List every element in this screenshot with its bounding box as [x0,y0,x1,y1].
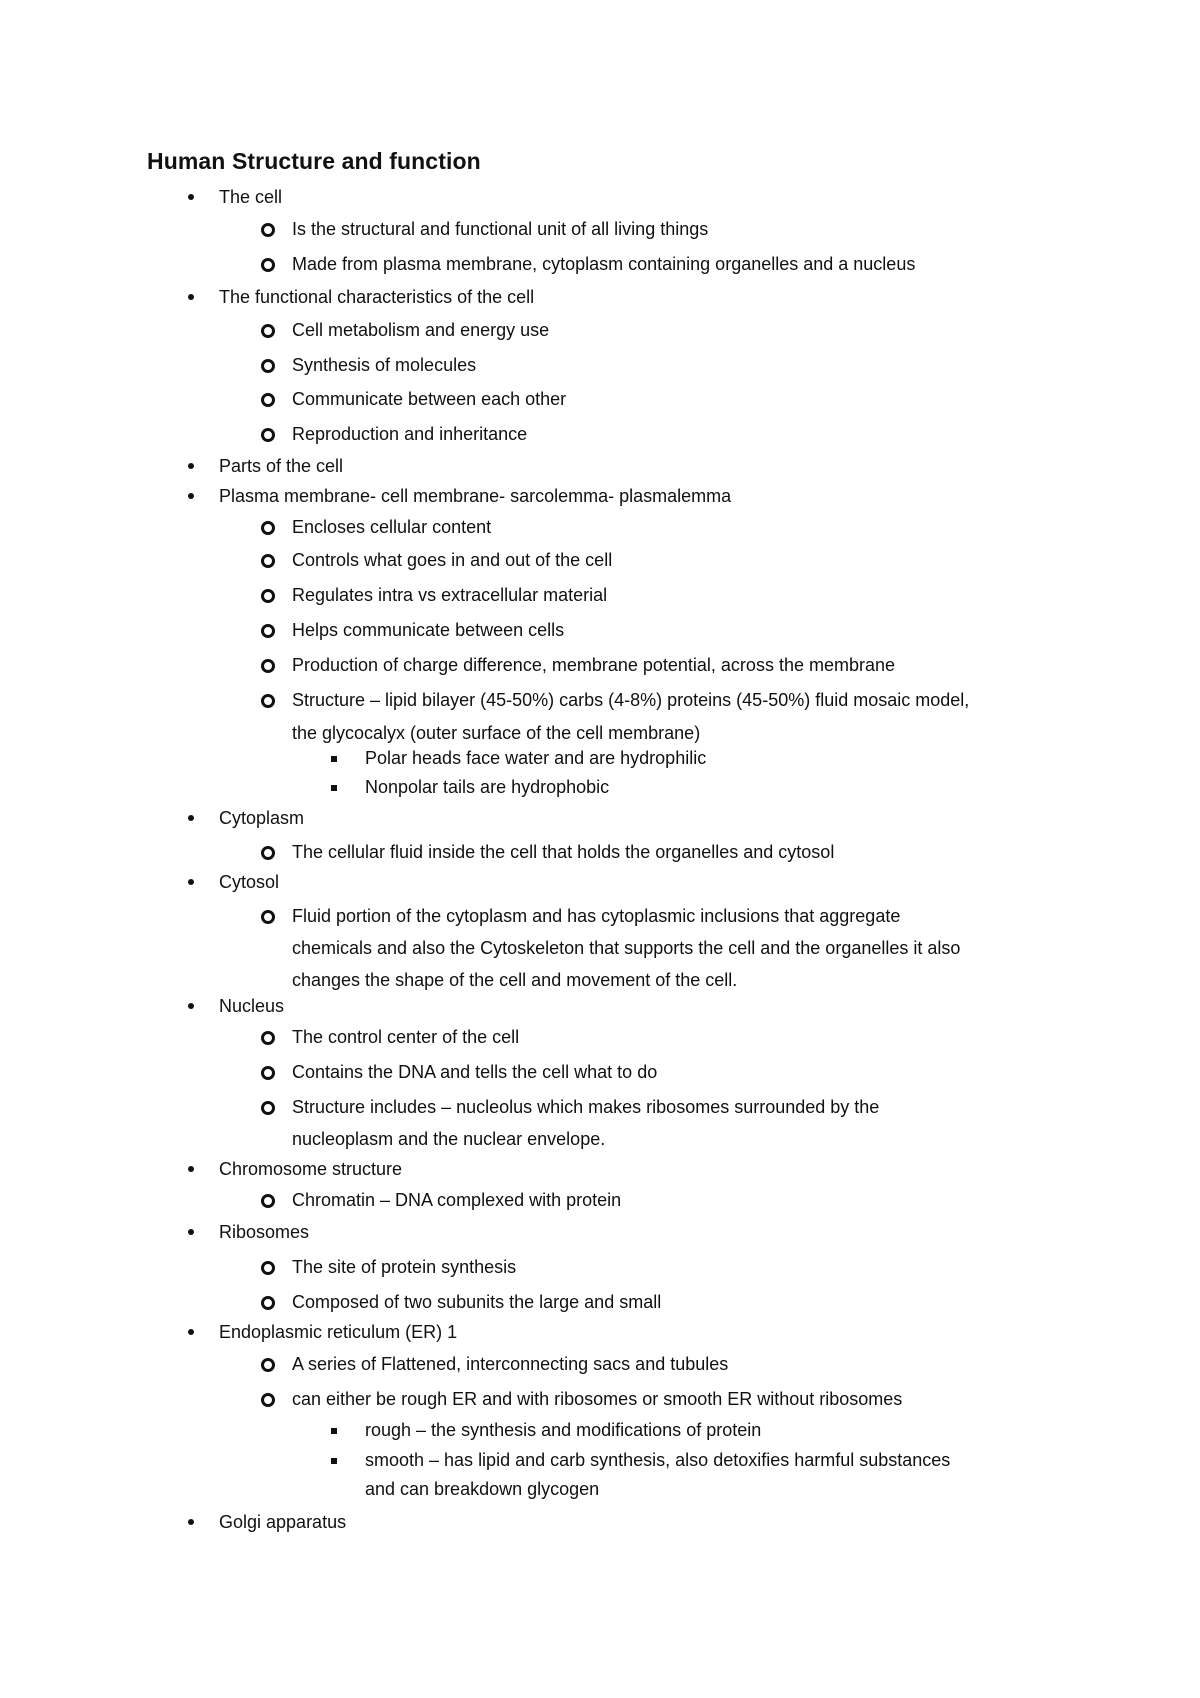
bullet-circle-icon [261,624,275,638]
list-item-text: Plasma membrane- cell membrane- sarcolemma- plasmalemma [219,486,732,506]
list-item [292,248,915,280]
list-item [219,281,534,313]
bullet-square-icon [331,756,337,762]
bullet-dot-icon [188,815,194,821]
list-item [219,1216,309,1248]
bullet-square-icon [331,785,337,791]
bullet-dot-icon [188,194,194,200]
bullet-circle-icon [261,1031,275,1045]
list-item [219,990,284,1022]
list-item-text: Chromatin – DNA complexed with protein [292,1190,622,1210]
list-item-text: Ribosomes [219,1222,310,1242]
list-item [292,1021,519,1053]
list-item-text: Golgi apparatus [219,1512,347,1532]
bullet-dot-icon [188,463,194,469]
list-item [292,1251,516,1283]
bullet-dot-icon [188,1519,194,1525]
list-item-text: Communicate between each other [292,389,567,409]
list-item-text: Contains the DNA and tells the cell what to do [292,1062,658,1082]
list-item [365,1446,950,1504]
list-item-text: Encloses cellular content [292,517,492,537]
list-item [292,684,969,750]
list-item [292,614,564,646]
list-item-text: The functional characteristics of the cell [219,287,535,307]
bullet-circle-icon [261,393,275,407]
bullet-circle-icon [261,846,275,860]
list-item [292,383,566,415]
list-item [219,802,304,834]
list-item-text: Controls what goes in and out of the cell [292,550,613,570]
list-item-text: The cell [219,187,283,207]
list-item-text: Structure – lipid bilayer (45-50%) carbs (4-8%) proteins (45-50%) fluid mosaic model, [292,690,970,710]
list-item [292,836,834,868]
list-item-text: A series of Flattened, interconnecting sacs and tubules [292,1354,729,1374]
list-item-text: Parts of the cell [219,456,344,476]
list-item-text: Endoplasmic reticulum (ER) 1 [219,1322,458,1342]
bullet-circle-icon [261,223,275,237]
list-item-text: Polar heads face water and are hydrophilic [365,748,707,768]
list-item-text: Fluid portion of the cytoplasm and has cytoplasmic inclusions that aggregate [292,906,901,926]
bullet-circle-icon [261,659,275,673]
bullet-circle-icon [261,1393,275,1407]
list-item-text: Structure includes – nucleolus which makes ribosomes surrounded by the [292,1097,880,1117]
list-item-text: Production of charge difference, membrane potential, across the membrane [292,655,895,675]
list-item [219,480,731,512]
list-item [219,1316,457,1348]
bullet-circle-icon [261,521,275,535]
list-item [292,1091,879,1155]
list-item [219,1506,346,1538]
bullet-circle-icon [261,589,275,603]
bullet-circle-icon [261,1261,275,1275]
list-item [292,314,549,346]
bullet-circle-icon [261,554,275,568]
list-item [292,213,708,245]
bullet-circle-icon [261,1296,275,1310]
list-item [219,1153,402,1185]
list-item-text: changes the shape of the cell and movement of the cell. [292,970,738,990]
list-item [219,450,343,482]
list-item-text: rough – the synthesis and modifications of protein [365,1420,762,1440]
list-item-text: Cytoplasm [219,808,305,828]
list-item-text: smooth – has lipid and carb synthesis, also detoxifies harmful substances [365,1450,951,1470]
bullet-dot-icon [188,493,194,499]
list-item-text: Made from plasma membrane, cytoplasm containing organelles and a nucleus [292,254,916,274]
list-item-text: can either be rough ER and with ribosomes or smooth ER without ribosomes [292,1389,903,1409]
list-item-text: The cellular fluid inside the cell that holds the organelles and cytosol [292,842,835,862]
bullet-circle-icon [261,324,275,338]
list-item-text: Reproduction and inheritance [292,424,528,444]
list-item-text: chemicals and also the Cytoskeleton that supports the cell and the organelles it also [292,938,961,958]
list-item-text: The control center of the cell [292,1027,520,1047]
list-item [292,418,527,450]
list-item-text: Composed of two subunits the large and small [292,1292,662,1312]
bullet-circle-icon [261,428,275,442]
list-item-text: and can breakdown glycogen [365,1479,600,1499]
list-item-text: Regulates intra vs extracellular material [292,585,608,605]
bullet-square-icon [331,1458,337,1464]
list-item [292,1383,902,1415]
list-item-text: nucleoplasm and the nuclear envelope. [292,1129,606,1149]
bullet-circle-icon [261,1194,275,1208]
bullet-dot-icon [188,1329,194,1335]
list-item [292,649,895,681]
list-item [292,349,476,381]
list-item-text: the glycocalyx (outer surface of the cell membrane) [292,723,701,743]
list-item-text: Is the structural and functional unit of all living things [292,219,709,239]
list-item [219,181,282,213]
list-item-text: Helps communicate between cells [292,620,565,640]
bullet-dot-icon [188,1003,194,1009]
document-title: Human Structure and function [147,148,481,174]
list-item-text: The site of protein synthesis [292,1257,517,1277]
bullet-dot-icon [188,879,194,885]
list-item-text: Synthesis of molecules [292,355,477,375]
bullet-circle-icon [261,910,275,924]
list-item-text: Cytosol [219,872,280,892]
list-item [292,1286,661,1318]
list-item-text: Cell metabolism and energy use [292,320,550,340]
list-item [365,773,609,802]
bullet-circle-icon [261,258,275,272]
list-item [292,511,491,543]
list-item [365,1416,761,1445]
list-item-text: Chromosome structure [219,1159,403,1179]
bullet-circle-icon [261,694,275,708]
bullet-circle-icon [261,1066,275,1080]
bullet-square-icon [331,1428,337,1434]
bullet-dot-icon [188,1229,194,1235]
list-item [292,1056,657,1088]
bullet-dot-icon [188,294,194,300]
list-item [292,544,612,576]
bullet-circle-icon [261,1101,275,1115]
list-item [219,866,279,898]
list-item [292,1184,621,1216]
list-item-text: Nonpolar tails are hydrophobic [365,777,610,797]
list-item [292,1348,728,1380]
bullet-circle-icon [261,1358,275,1372]
list-item [292,579,607,611]
bullet-circle-icon [261,359,275,373]
bullet-dot-icon [188,1166,194,1172]
list-item-text: Nucleus [219,996,285,1016]
list-item [292,900,960,996]
list-item [365,744,706,773]
